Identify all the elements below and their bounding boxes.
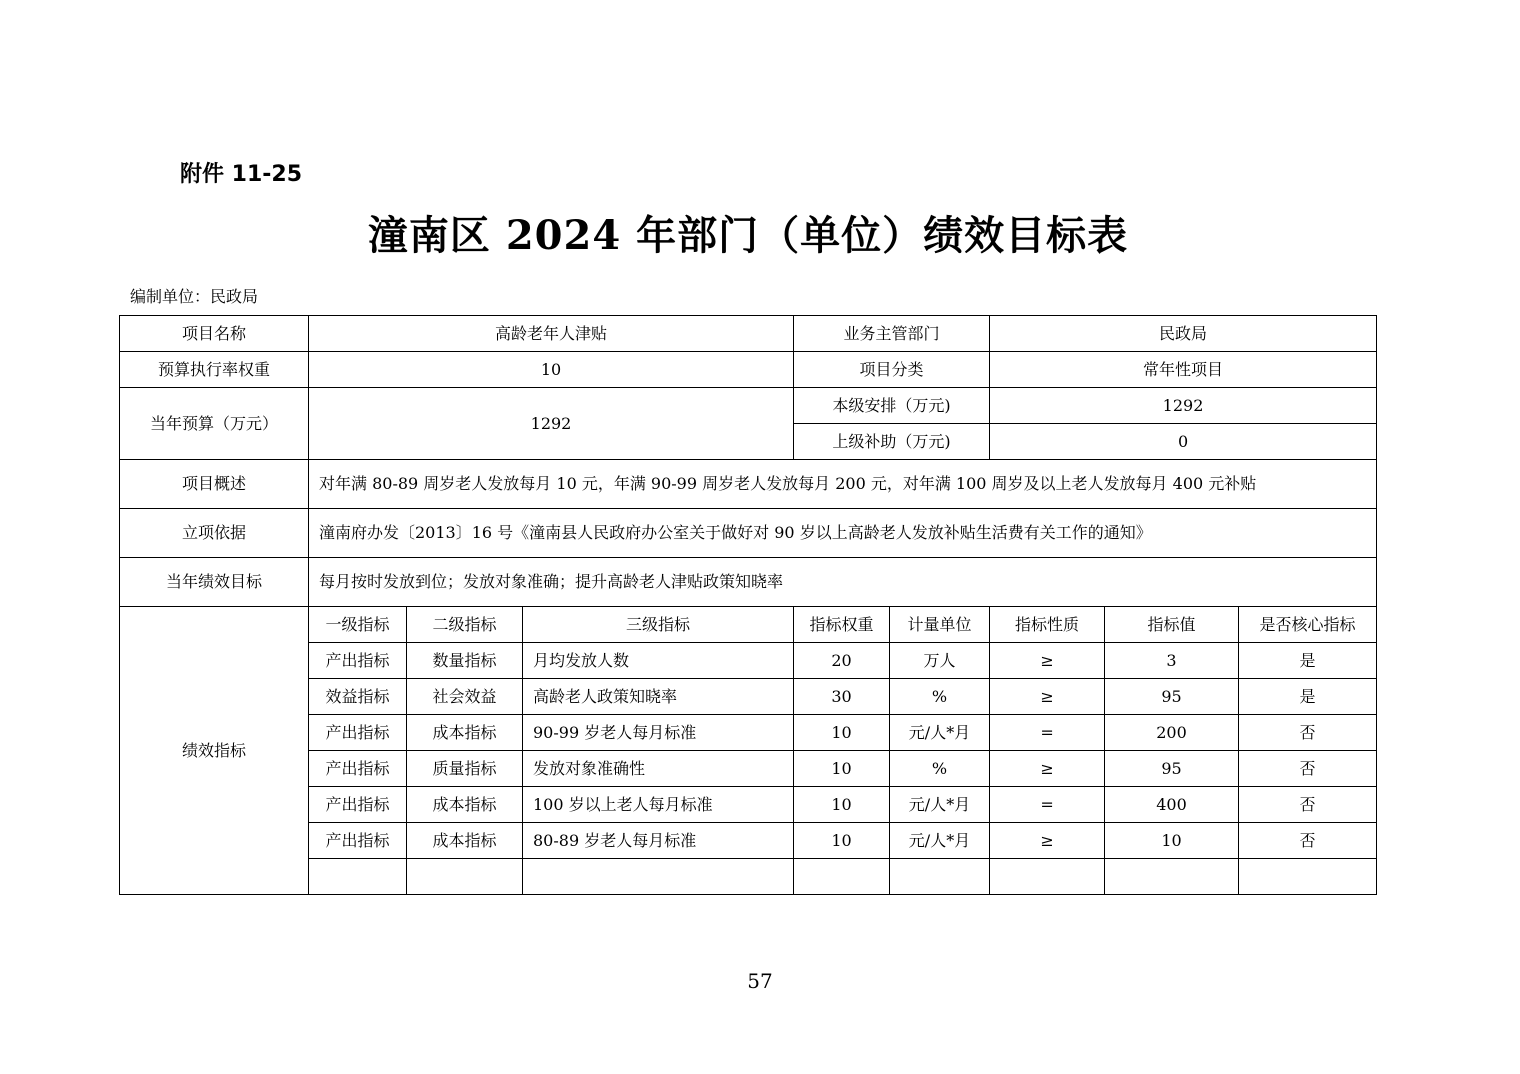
level1-cell: 产出指标 xyxy=(309,643,407,679)
goal-label: 当年绩效目标 xyxy=(120,558,309,607)
indicator-header: 指标权重 xyxy=(794,607,890,643)
level1-cell: 产出指标 xyxy=(309,823,407,859)
core-cell: 否 xyxy=(1239,715,1377,751)
budget-weight-label: 预算执行率权重 xyxy=(120,352,309,388)
value-cell: 200 xyxy=(1105,715,1239,751)
empty-cell xyxy=(794,859,890,895)
nature-cell: = xyxy=(990,715,1105,751)
row-overview xyxy=(120,460,1377,509)
weight-cell: 20 xyxy=(794,643,890,679)
budget-value: 1292 xyxy=(309,388,794,460)
unit-cell: 元/人*月 xyxy=(890,715,990,751)
level3-cell: 月均发放人数 xyxy=(523,643,794,679)
page-title: 潼南区 2024 年部门（单位）绩效目标表 xyxy=(367,212,1129,259)
indicator-header: 一级指标 xyxy=(309,607,407,643)
empty-cell xyxy=(890,859,990,895)
basis-value: 潼南府办发〔2013〕16 号《潼南县人民政府办公室关于做好对 90 岁以上高龄老人发放补贴生活费有关工作的通知》 xyxy=(309,509,1377,558)
indicator-row xyxy=(120,787,1377,823)
budget-label: 当年预算（万元） xyxy=(120,388,309,460)
compiler-label: 编制单位： xyxy=(130,287,211,306)
project-name-label: 项目名称 xyxy=(120,316,309,352)
unit-cell: % xyxy=(890,679,990,715)
level2-cell: 社会效益 xyxy=(407,679,523,715)
weight-cell: 10 xyxy=(794,787,890,823)
indicator-header-row xyxy=(120,607,1377,643)
performance-target-table xyxy=(119,315,1377,895)
core-cell: 是 xyxy=(1239,679,1377,715)
unit-cell: 元/人*月 xyxy=(890,787,990,823)
row-budget xyxy=(120,388,1377,424)
level2-cell: 数量指标 xyxy=(407,643,523,679)
nature-cell: ≥ xyxy=(990,643,1105,679)
unit-cell: % xyxy=(890,751,990,787)
indicator-row xyxy=(120,643,1377,679)
value-cell: 3 xyxy=(1105,643,1239,679)
level1-cell: 效益指标 xyxy=(309,679,407,715)
core-cell: 是 xyxy=(1239,643,1377,679)
indicator-header: 是否核心指标 xyxy=(1239,607,1377,643)
level2-cell: 质量指标 xyxy=(407,751,523,787)
value-cell: 95 xyxy=(1105,679,1239,715)
indicator-header: 二级指标 xyxy=(407,607,523,643)
value-cell: 10 xyxy=(1105,823,1239,859)
project-name-value: 高龄老年人津贴 xyxy=(309,316,794,352)
basis-label: 立项依据 xyxy=(120,509,309,558)
core-cell: 否 xyxy=(1239,823,1377,859)
indicator-header: 计量单位 xyxy=(890,607,990,643)
level3-cell: 高龄老人政策知晓率 xyxy=(523,679,794,715)
local-value: 1292 xyxy=(990,388,1377,424)
level1-cell: 产出指标 xyxy=(309,715,407,751)
indicator-row xyxy=(120,679,1377,715)
empty-cell xyxy=(523,859,794,895)
level1-cell: 产出指标 xyxy=(309,751,407,787)
empty-cell xyxy=(990,859,1105,895)
level1-cell: 产出指标 xyxy=(309,787,407,823)
superior-value: 0 xyxy=(990,424,1377,460)
empty-cell xyxy=(1239,859,1377,895)
nature-cell: ≥ xyxy=(990,823,1105,859)
attachment-label: 附件 11-25 xyxy=(180,162,303,187)
level3-cell: 90-99 岁老人每月标准 xyxy=(523,715,794,751)
empty-cell xyxy=(1105,859,1239,895)
level3-cell: 发放对象准确性 xyxy=(523,751,794,787)
weight-cell: 10 xyxy=(794,715,890,751)
compiler-line xyxy=(130,284,258,310)
indicator-row-empty xyxy=(120,859,1377,895)
level3-cell: 80-89 岁老人每月标准 xyxy=(523,823,794,859)
indicator-header: 指标值 xyxy=(1105,607,1239,643)
dept-label: 业务主管部门 xyxy=(794,316,990,352)
unit-cell: 万人 xyxy=(890,643,990,679)
indicator-row xyxy=(120,823,1377,859)
level2-cell: 成本指标 xyxy=(407,715,523,751)
page-number: 57 xyxy=(747,969,773,993)
unit-cell: 元/人*月 xyxy=(890,823,990,859)
value-cell: 400 xyxy=(1105,787,1239,823)
value-cell: 95 xyxy=(1105,751,1239,787)
category-label: 项目分类 xyxy=(794,352,990,388)
core-cell: 否 xyxy=(1239,787,1377,823)
core-cell: 否 xyxy=(1239,751,1377,787)
row-project-name xyxy=(120,316,1377,352)
budget-weight-value: 10 xyxy=(309,352,794,388)
indicator-row xyxy=(120,715,1377,751)
overview-label: 项目概述 xyxy=(120,460,309,509)
compiler-value: 民政局 xyxy=(210,287,259,306)
weight-cell: 30 xyxy=(794,679,890,715)
indicator-header: 指标性质 xyxy=(990,607,1105,643)
indicator-header: 三级指标 xyxy=(523,607,794,643)
nature-cell: ≥ xyxy=(990,751,1105,787)
superior-label: 上级补助（万元) xyxy=(794,424,990,460)
level3-cell: 100 岁以上老人每月标准 xyxy=(523,787,794,823)
empty-cell xyxy=(309,859,407,895)
indicator-row xyxy=(120,751,1377,787)
nature-cell: ≥ xyxy=(990,679,1105,715)
category-value: 常年性项目 xyxy=(990,352,1377,388)
row-budget-weight xyxy=(120,352,1377,388)
goal-value: 每月按时发放到位；发放对象准确；提升高龄老人津贴政策知晓率 xyxy=(309,558,1377,607)
empty-cell xyxy=(407,859,523,895)
level2-cell: 成本指标 xyxy=(407,787,523,823)
local-label: 本级安排（万元) xyxy=(794,388,990,424)
overview-value: 对年满 80-89 周岁老人发放每月 10 元，年满 90-99 周岁老人发放每月 200 元，对年满 100 周岁及以上老人发放每月 400 元补贴 xyxy=(309,460,1377,509)
row-basis xyxy=(120,509,1377,558)
row-goal xyxy=(120,558,1377,607)
weight-cell: 10 xyxy=(794,823,890,859)
level2-cell: 成本指标 xyxy=(407,823,523,859)
weight-cell: 10 xyxy=(794,751,890,787)
indicators-section-label: 绩效指标 xyxy=(120,607,309,895)
nature-cell: = xyxy=(990,787,1105,823)
dept-value: 民政局 xyxy=(990,316,1377,352)
